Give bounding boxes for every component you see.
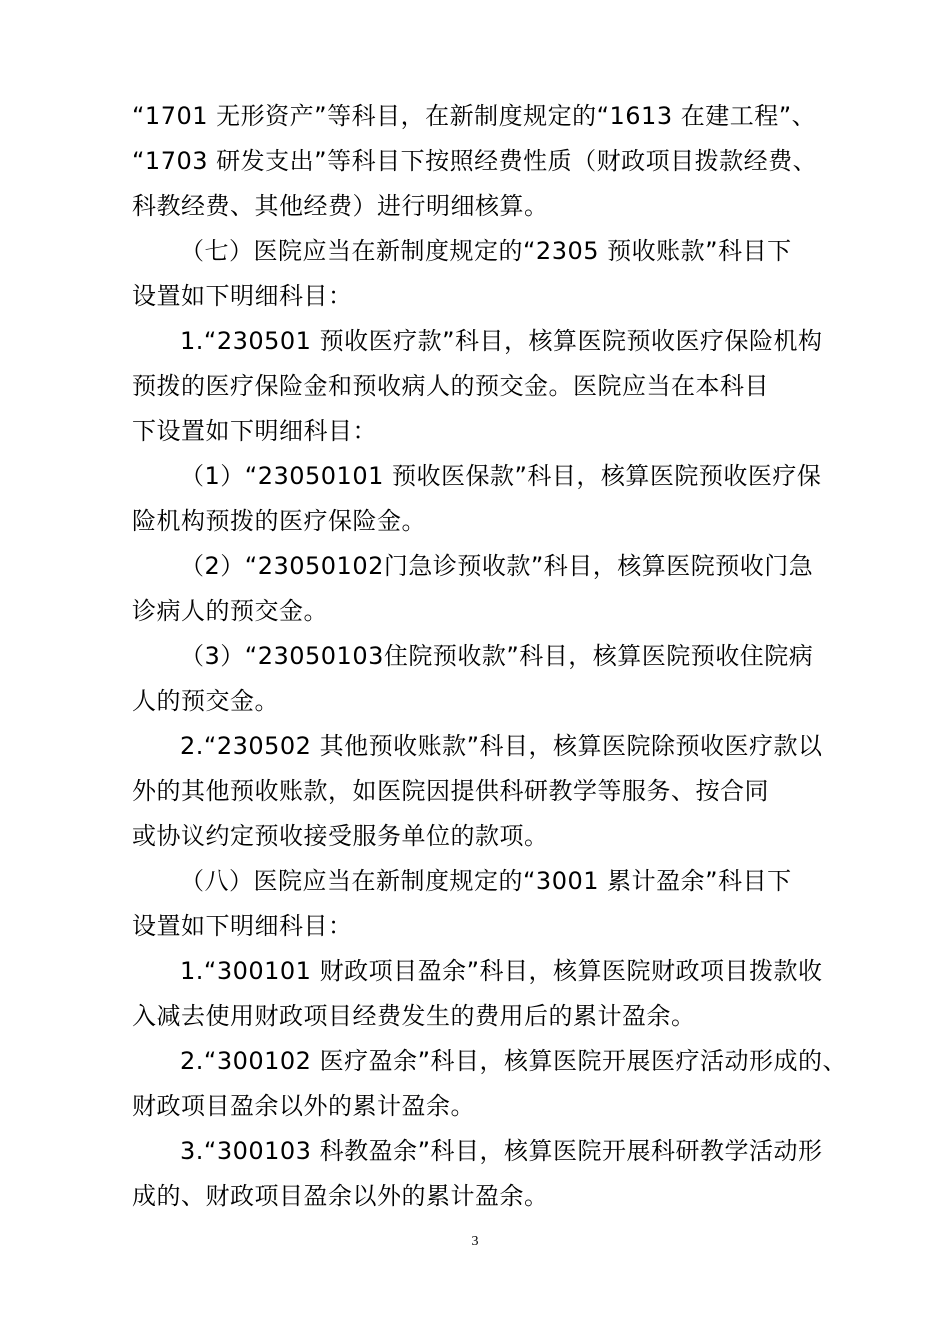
text-line: 下设置如下明细科目： — [132, 417, 377, 445]
page-number: 3 — [471, 1234, 479, 1249]
text-line: “1701 无形资产”等科目，在新制度规定的“1613 在建工程”、 — [132, 102, 817, 130]
text-line: 科教经费、其他经费）进行明细核算。 — [132, 192, 549, 220]
text-line: （1）“23050101 预收医保款”科目，核算医院预收医疗保 — [180, 462, 822, 490]
text-line: （七）医院应当在新制度规定的“2305 预收账款”科目下 — [180, 237, 792, 265]
text-line: 成的、财政项目盈余以外的累计盈余。 — [132, 1182, 549, 1210]
text-line: 诊病人的预交金。 — [132, 597, 328, 625]
text-line: 1.“300101 财政项目盈余”科目，核算医院财政项目拨款收 — [180, 957, 823, 985]
text-line: 设置如下明细科目： — [132, 282, 353, 310]
text-line: 3.“300103 科教盈余”科目，核算医院开展科研教学活动形 — [180, 1137, 823, 1165]
text-line: 财政项目盈余以外的累计盈余。 — [132, 1092, 475, 1120]
text-line: 预拨的医疗保险金和预收病人的预交金。医院应当在本科目 — [132, 372, 769, 400]
text-line: 设置如下明细科目： — [132, 912, 353, 940]
text-line: 或协议约定预收接受服务单位的款项。 — [132, 822, 549, 850]
text-line: “1703 研发支出”等科目下按照经费性质（财政项目拨款经费、 — [132, 147, 818, 175]
text-line: 外的其他预收账款，如医院因提供科研教学等服务、按合同 — [132, 777, 769, 805]
text-line: 2.“300102 医疗盈余”科目，核算医院开展医疗活动形成的、 — [180, 1047, 848, 1075]
text-line: （2）“23050102门急诊预收款”科目，核算医院预收门急 — [180, 552, 814, 580]
text-line: 险机构预拨的医疗保险金。 — [132, 507, 426, 535]
text-line: 1.“230501 预收医疗款”科目，核算医院预收医疗保险机构 — [180, 327, 823, 355]
text-line: （八）医院应当在新制度规定的“3001 累计盈余”科目下 — [180, 867, 792, 895]
text-line: 2.“230502 其他预收账款”科目，核算医院除预收医疗款以 — [180, 732, 823, 760]
text-line: 人的预交金。 — [132, 687, 279, 715]
text-line: 入减去使用财政项目经费发生的费用后的累计盈余。 — [132, 1002, 696, 1030]
text-line: （3）“23050103住院预收款”科目，核算医院预收住院病 — [180, 642, 814, 670]
